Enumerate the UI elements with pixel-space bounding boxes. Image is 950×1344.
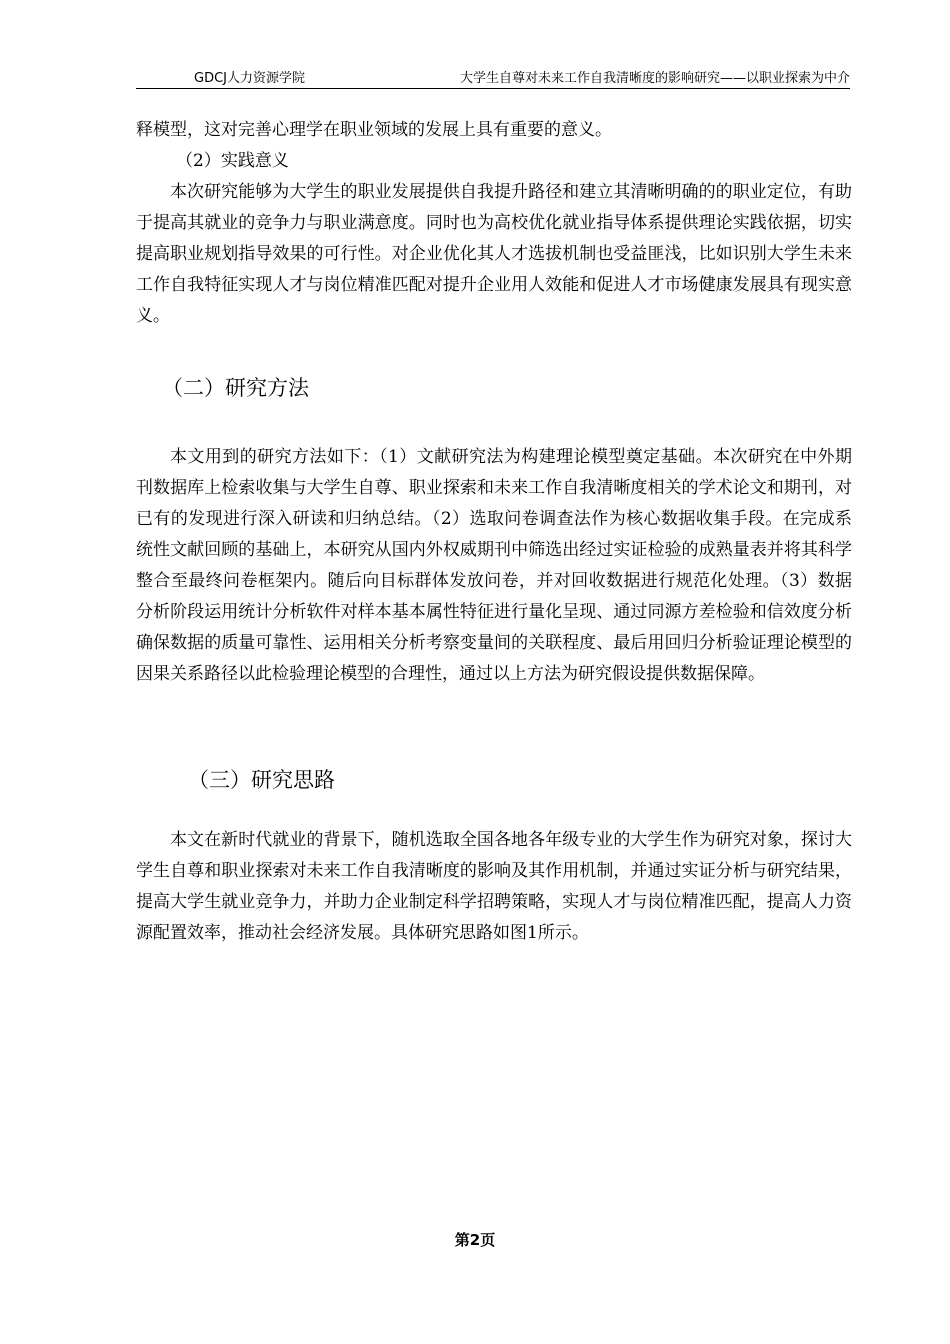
header-divider [136,88,850,89]
subheading-practical-significance: （2）实践意义 [176,151,289,171]
paragraph-continued: 释模型，这对完善心理学在职业领域的发展上具有重要的意义。 [136,120,612,140]
section-title-research-methods: （二）研究方法 [162,376,309,400]
page-number: 第2页 [454,1231,496,1249]
header-paper-title: 大学生自尊对未来工作自我清晰度的影响研究——以职业探索为中介 [459,71,850,86]
paragraph-practical-significance: 本次研究能够为大学生的职业发展提供自我提升路径和建立其清晰明确的的职业定位，有助于提高其就业的竞争力与职业满意度。同时也为高校优化就业指导体系提供理论实践依据，切实提高职业规划指导效果的可行性。对企业优化其人才选拔机制也受益匪浅，比如识别大学生未来工作自我特征实现人才与岗位精准匹配对提升企业用人效能和促进人才市场健康发展具有现实意义。 [136,182,852,326]
paragraph-research-approach: 本文在新时代就业的背景下，随机选取全国各地各年级专业的大学生作为研究对象，探讨大学生自尊和职业探索对未来工作自我清晰度的影响及其作用机制，并通过实证分析与研究结果，提高大学生就业竞争力，并助力企业制定科学招聘策略，实现人才与岗位精准匹配，提高人力资源配置效率，推动社会经济发展。具体研究思路如图1所示。 [136,830,852,943]
running-header [136,66,850,86]
paragraph-research-methods: 本文用到的研究方法如下：（1）文献研究法为构建理论模型奠定基础。本次研究在中外期刊数据库上检索收集与大学生自尊、职业探索和未来工作自我清晰度相关的学术论文和期刊，对已有的发现进行深入研读和归纳总结。（2）选取问卷调查法作为核心数据收集手段。在完成系统性文献回顾的基础上，本研究从国内外权威期刊中筛选出经过实证检验的成熟量表并将其科学整合至最终问卷框架内。随后向目标群体发放问卷，并对回收数据进行规范化处理。（3）数据分析阶段运用统计分析软件对样本基本属性特征进行量化呈现、通过同源方差检验和信效度分析确保数据的质量可靠性、运用相关分析考察变量间的关联程度、最后用回归分析验证理论模型的因果关系路径以此检验理论模型的合理性，通过以上方法为研究假设提供数据保障。 [136,447,852,684]
section-title-research-approach: （三）研究思路 [188,768,335,792]
header-institution: GDCJ人力资源学院 [194,71,305,86]
